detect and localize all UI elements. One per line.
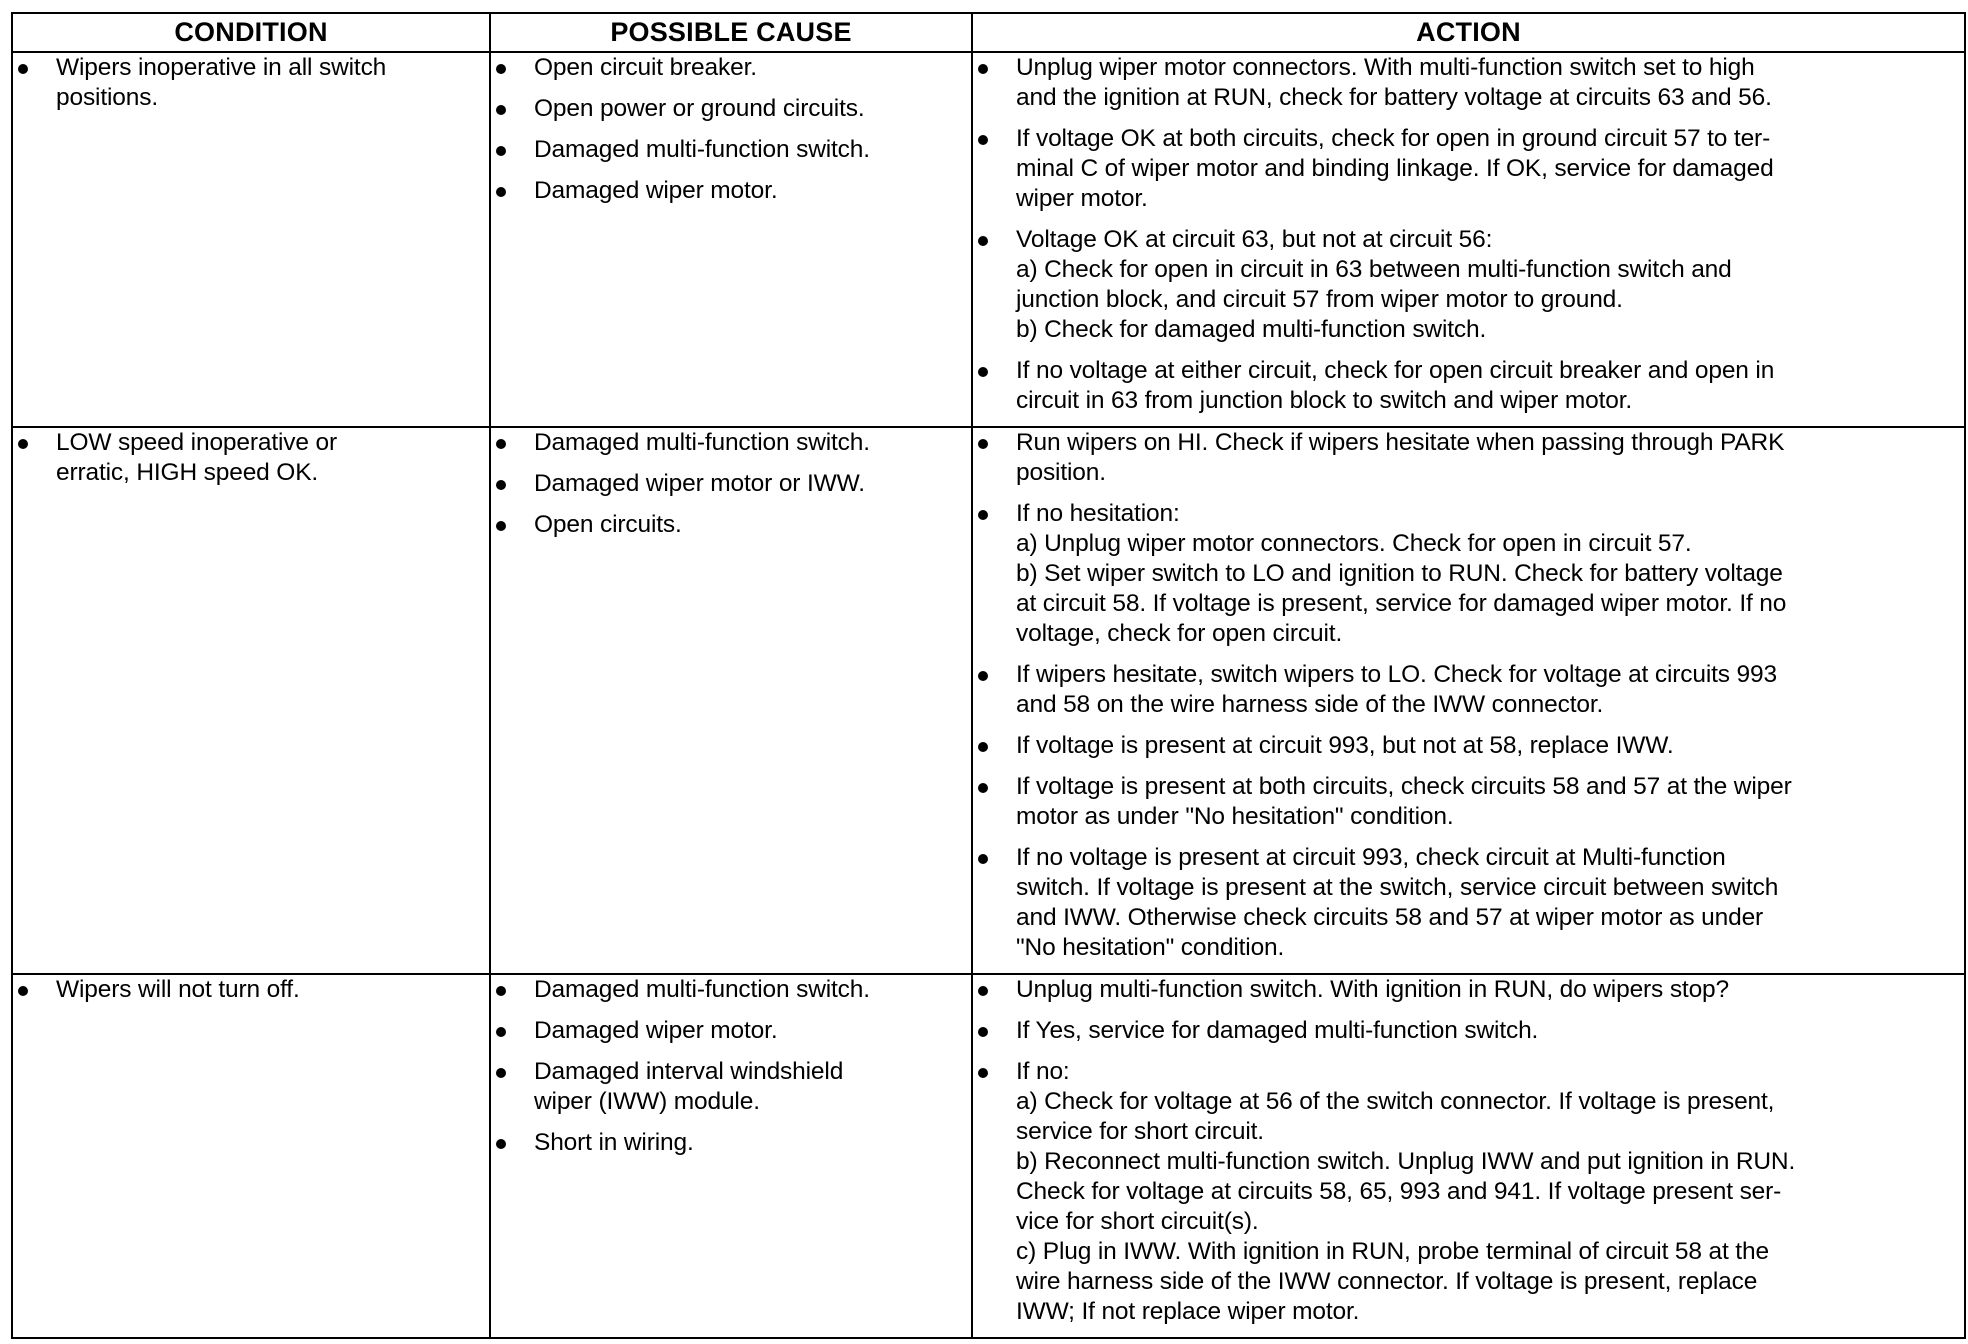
action-item: Run wipers on HI. Check if wipers hesitate when passing through PARK position. <box>973 428 1964 488</box>
cause-item: Damaged interval windshield wiper (IWW) module. <box>491 1057 971 1117</box>
header-possible-cause: POSSIBLE CAUSE <box>490 13 972 52</box>
bullet-icon <box>496 439 506 449</box>
bullet-icon <box>978 742 988 752</box>
cause-item: Damaged multi-function switch. <box>491 975 971 1005</box>
action-item: If voltage OK at both circuits, check for open in ground circuit 57 to ter- minal C of wiper motor and binding linkage. If OK, service for damaged wiper motor. <box>973 124 1964 214</box>
cause-cell <box>490 52 972 427</box>
action-item: If Yes, service for damaged multi-function switch. <box>973 1016 1964 1046</box>
condition-item: LOW speed inoperative or erratic, HIGH speed OK. <box>13 428 489 488</box>
bullet-icon <box>496 187 506 197</box>
bullet-icon <box>978 1068 988 1078</box>
action-item: Voltage OK at circuit 63, but not at circuit 56: a) Check for open in circuit in 63 between multi-function switch and junction block, and circuit 57 from wiper motor to ground. b) Check for damaged multi-function switch. <box>973 225 1964 345</box>
bullet-icon <box>18 439 28 449</box>
cause-item: Short in wiring. <box>491 1128 971 1158</box>
cause-cell <box>490 427 972 974</box>
condition-item: Wipers inoperative in all switch positions. <box>13 53 489 113</box>
action-item: Unplug wiper motor connectors. With multi-function switch set to high and the ignition at RUN, check for battery voltage at circuits 63 and 56. <box>973 53 1964 113</box>
action-item: If voltage is present at both circuits, check circuits 58 and 57 at the wiper motor as under "No hesitation" condition. <box>973 772 1964 832</box>
table-row <box>12 427 1965 974</box>
cause-item: Damaged wiper motor or IWW. <box>491 469 971 499</box>
header-condition: CONDITION <box>12 13 490 52</box>
bullet-icon <box>18 64 28 74</box>
table-row <box>12 52 1965 427</box>
cause-item: Open power or ground circuits. <box>491 94 971 124</box>
condition-cell <box>12 427 490 974</box>
condition-cell <box>12 974 490 1338</box>
action-item: If no: a) Check for voltage at 56 of the switch connector. If voltage is present, service for short circuit. b) Reconnect multi-function switch. Unplug IWW and put ignition in RUN. Check for voltage at circuits 58, 65, 993 and 941. If voltage present ser- vice for short circuit(s). c) Plug in IWW. With ignition in RUN, probe terminal of circuit 58 at the wire harness side of the IWW connector. If voltage is present, replace IWW; If not replace wiper motor. <box>973 1057 1964 1327</box>
cause-item: Damaged wiper motor. <box>491 176 971 206</box>
bullet-icon <box>978 510 988 520</box>
header-action: ACTION <box>972 13 1965 52</box>
action-cell <box>972 52 1965 427</box>
action-item: If wipers hesitate, switch wipers to LO. Check for voltage at circuits 993 and 58 on the wire harness side of the IWW connector. <box>973 660 1964 720</box>
bullet-icon <box>496 986 506 996</box>
bullet-icon <box>496 64 506 74</box>
cause-item: Damaged wiper motor. <box>491 1016 971 1046</box>
bullet-icon <box>978 236 988 246</box>
bullet-icon <box>496 521 506 531</box>
cause-cell <box>490 974 972 1338</box>
bullet-icon <box>496 1027 506 1037</box>
bullet-icon <box>496 146 506 156</box>
action-item: Unplug multi-function switch. With ignition in RUN, do wipers stop? <box>973 975 1964 1005</box>
action-item: If no voltage is present at circuit 993, check circuit at Multi-function switch. If voltage is present at the switch, service circuit between switch and IWW. Otherwise check circuits 58 and 57 at wiper motor as under "No hesitation" condition. <box>973 843 1964 963</box>
bullet-icon <box>978 1027 988 1037</box>
action-item: If no hesitation: a) Unplug wiper motor connectors. Check for open in circuit 57. b) Set wiper switch to LO and ignition to RUN. Check for battery voltage at circuit 58. If voltage is present, service for damaged wiper motor. If no voltage, check for open circuit. <box>973 499 1964 649</box>
bullet-icon <box>978 854 988 864</box>
bullet-icon <box>978 783 988 793</box>
action-cell <box>972 974 1965 1338</box>
cause-item: Damaged multi-function switch. <box>491 135 971 165</box>
bullet-icon <box>978 64 988 74</box>
bullet-icon <box>978 986 988 996</box>
bullet-icon <box>978 367 988 377</box>
bullet-icon <box>496 1068 506 1078</box>
condition-item: Wipers will not turn off. <box>13 975 489 1005</box>
action-item: If voltage is present at circuit 993, but not at 58, replace IWW. <box>973 731 1964 761</box>
diagnosis-table <box>11 12 1966 1339</box>
bullet-icon <box>978 135 988 145</box>
bullet-icon <box>496 105 506 115</box>
cause-item: Open circuit breaker. <box>491 53 971 83</box>
header-row <box>12 13 1965 52</box>
bullet-icon <box>978 671 988 681</box>
bullet-icon <box>18 986 28 996</box>
cause-item: Open circuits. <box>491 510 971 540</box>
bullet-icon <box>496 1139 506 1149</box>
bullet-icon <box>496 480 506 490</box>
action-cell <box>972 427 1965 974</box>
bullet-icon <box>978 439 988 449</box>
cause-item: Damaged multi-function switch. <box>491 428 971 458</box>
condition-cell <box>12 52 490 427</box>
action-item: If no voltage at either circuit, check for open circuit breaker and open in circuit in 63 from junction block to switch and wiper motor. <box>973 356 1964 416</box>
table-row <box>12 974 1965 1338</box>
